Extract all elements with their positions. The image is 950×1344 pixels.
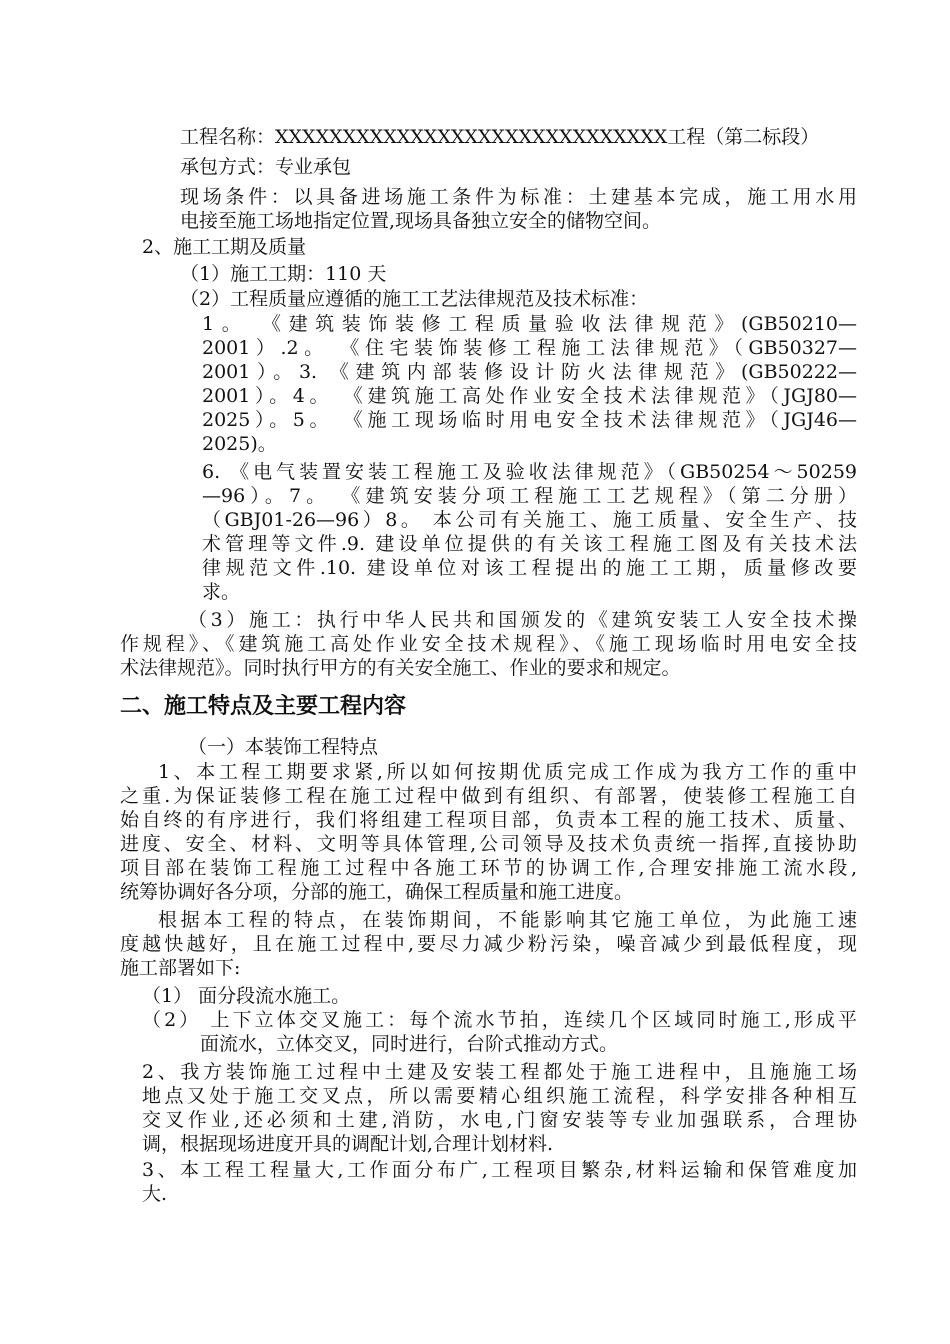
paragraph-line: 调，根据现场进度开具的调配计划,合理计划材料.	[142, 1133, 554, 1155]
paragraph-line: 统筹协调好各分项，分部的施工，确保工程质量和施工进度。	[120, 881, 634, 903]
list-item: 面流水，立体交叉，同时进行，台阶式推动方式。	[200, 1033, 619, 1055]
paragraph-line: 3、本工程工程量大,工作面分布广,工程项目繁杂,材料运输和保管难度加	[142, 1159, 857, 1181]
paragraph-line: 施工部署如下:	[120, 957, 241, 979]
standards-intro-line: （2）工程质量应遵循的施工工艺法律规范及技术标准：	[180, 288, 649, 310]
standards-line: 2001）.2。 《住宅装饰装修工程施工法律规范》（GB50327—	[202, 337, 857, 359]
paragraph-line: 进度、安全、材料、文明等具体管理,公司领导及技术负责统一指挥,直接协助	[120, 833, 857, 855]
site-conditions-line: 现场条件：以具备进场施工条件为标准：土建基本完成，施工用水用	[180, 186, 857, 208]
standards-line: 求。	[202, 581, 241, 603]
standards-line: —96）。7。 《建筑安装分项工程施工工艺规程》（第二分册）	[202, 485, 857, 507]
paragraph-line: 地点又处于施工交叉点，所以需要精心组织施工流程，科学安排各种相互	[142, 1085, 857, 1107]
chapter-heading: 二、施工特点及主要工程内容	[120, 694, 407, 719]
paragraph-line: 始自终的有序进行，我们将组建工程项目部，负责本工程的施工技术、质量、	[120, 809, 857, 831]
paragraph-line: 1、本工程工期要求紧,所以如何按期优质完成工作成为我方工作的重中	[158, 761, 857, 783]
standards-line: 1。 《建筑装饰装修工程质量验收法律规范》(GB50210—	[202, 313, 857, 335]
standards-line: 2001）。3. 《建筑内部装修设计防火法律规范》(GB50222—	[202, 361, 857, 383]
duration-line: （1）施工工期：110 天	[180, 263, 387, 285]
standards-line: 2025）。5。 《施工现场临时用电安全技术法律规范》（JGJ46—	[202, 409, 857, 431]
paragraph-line: 之重.为保证装修工程在施工过程中做到有组织、有部署，使装修工程施工自	[120, 785, 857, 807]
paragraph-line: 2、我方装饰施工过程中土建及安装工程都处于施工进程中，且施施工场	[142, 1061, 857, 1083]
paragraph-line: 项目部在装饰工程施工过程中各施工环节的协调工作,合理安排施工流水段,	[120, 857, 857, 879]
standards-line: 术管理等文件.9. 建设单位提供的有关该工程施工图及有关技术法	[202, 533, 857, 555]
paragraph-line: 交叉作业,还必须和土建,消防，水电,门窗安装等专业加强联系，合理协	[142, 1109, 857, 1131]
standards-line: 2001）。4。 《建筑施工高处作业安全技术法律规范》（JGJ80—	[202, 385, 857, 407]
project-name-line: 工程名称：XXXXXXXXXXXXXXXXXXXXXXXXXXXXX工程（第二标段）	[180, 126, 820, 148]
list-item: （1） 面分段流水施工。	[142, 985, 351, 1007]
list-item: （2） 上下立体交叉施工：每个流水节拍，连续几个区域同时施工,形成平	[142, 1009, 857, 1031]
construction-rules-line: （3）施工：执行中华人民共和国颁发的《建筑安装工人安全技术操	[188, 609, 857, 631]
paragraph-line: 度越快越好，且在施工过程中,要尽力减少粉污染，噪音减少到最低程度，现	[120, 933, 857, 955]
construction-rules-line: 作规程》、《建筑施工高处作业安全技术规程》、《施工现场临时用电安全技	[120, 633, 857, 655]
standards-line: 律规范文件.10. 建设单位对该工程提出的施工工期，质量修改要	[202, 557, 857, 579]
paragraph-line: 大.	[142, 1183, 168, 1205]
standards-line: 2025)。	[202, 433, 277, 455]
subsection-heading: （一）本装饰工程特点	[188, 736, 379, 758]
site-conditions-line: 电接至施工场地指定位置,现场具备独立安全的储物空间。	[180, 210, 662, 232]
standards-line: （GBJ01-26—96）8。 本公司有关施工、施工质量、安全生产、技	[202, 509, 857, 531]
paragraph-line: 根据本工程的特点，在装饰期间，不能影响其它施工单位，为此施工速	[158, 909, 857, 931]
contract-type-line: 承包方式：专业承包	[180, 156, 352, 178]
standards-line: 6. 《电气装置安装工程施工及验收法律规范》（GB50254～50259	[202, 461, 857, 483]
section-heading: 2、施工工期及质量	[142, 236, 307, 258]
construction-rules-line: 术法律规范》。同时执行甲方的有关安全施工、作业的要求和规定。	[120, 657, 681, 679]
